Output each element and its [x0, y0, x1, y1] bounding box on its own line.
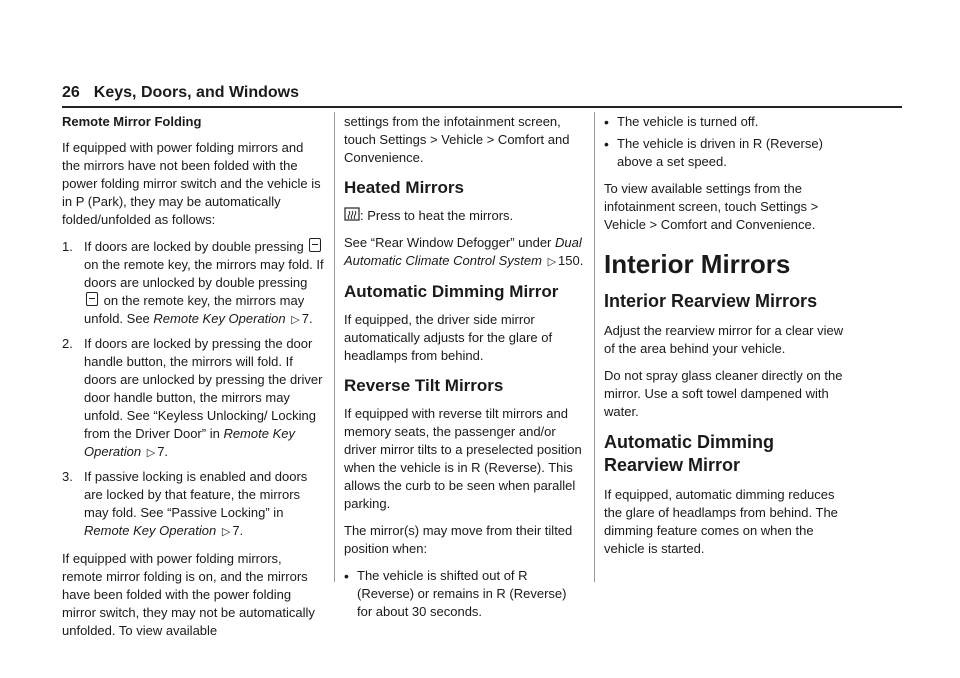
column-divider [334, 112, 335, 582]
bullet-list [604, 113, 844, 171]
paragraph: The mirror(s) may move from their tilted position when: [344, 523, 573, 556]
cross-reference-link[interactable]: Remote Key Operation [84, 523, 217, 538]
paragraph: If equipped, the driver side mirror automatically adjusts for the glare of headlamps from behind. [344, 312, 553, 363]
page-reference-arrow-icon: ▷ [146, 447, 156, 459]
paragraph: If equipped with power folding mirrors, remote mirror folding is on, and the mirrors have been folded with the power folding mirror switch, they may not be automatically unfolded. To view available [62, 551, 315, 638]
list-text: If passive locking is enabled and doors are locked by that feature, the mirrors may fold. See “Passive Locking” in [84, 469, 308, 520]
page-reference-arrow-icon: ▷ [291, 314, 300, 326]
list-text: If doors are locked by pressing the door handle button, the mirrors will fold. If doors are unlocked by pressing the driver door handle button, the mirrors may unfold. See “Keyless Unlocking/ Locking from the Driver Door” in [84, 336, 323, 441]
list-item [62, 335, 324, 462]
chapter-title: Keys, Doors, and Windows [93, 84, 300, 101]
column-2 [344, 113, 584, 630]
cross-reference-link[interactable]: Remote Key Operation [84, 426, 295, 459]
paragraph: If equipped with reverse tilt mirrors and memory seats, the passenger and/or driver mirror tilts to a preselected position when the vehicle is in R (Reverse). This allows the curb to be seen when parallel parking. [344, 406, 582, 511]
list-item [62, 238, 324, 329]
paragraph [344, 234, 584, 271]
list-text: on the remote key, the mirrors may unfold. See [84, 293, 305, 326]
list-item [62, 468, 324, 541]
section-heading-interior-rearview-mirrors: Interior Rearview Mirrors [604, 291, 818, 311]
bullet-list [344, 567, 584, 621]
paragraph: settings from the infotainment screen, touch Settings > Vehicle > Comfort and Convenience. [344, 114, 570, 165]
list-item: • The vehicle is turned off. [604, 113, 844, 131]
paragraph: If equipped with power folding mirrors and the mirrors have not been folded with the power folding mirror switch and the vehicle is in P (Park), they may be automatically folded/unfolded as follows: [62, 140, 321, 227]
list-number: 2. [62, 336, 73, 351]
cross-reference-link[interactable]: Dual Automatic Climate Control System [344, 235, 582, 268]
page-reference[interactable]: 7. [232, 523, 244, 538]
list-number: 1. [62, 239, 73, 254]
page-header [62, 80, 902, 108]
paragraph [344, 207, 584, 225]
list-text: If doors are locked by double pressing [84, 239, 304, 254]
unlock-icon [86, 292, 98, 306]
page-reference-arrow-icon: ▷ [547, 256, 557, 268]
section-heading-reverse-tilt-mirrors: Reverse Tilt Mirrors [344, 376, 504, 395]
section-heading-heated-mirrors: Heated Mirrors [344, 178, 464, 197]
column-3 [604, 113, 844, 567]
column-divider [594, 112, 595, 582]
section-heading-interior-mirrors: Interior Mirrors [604, 249, 791, 279]
page-number: 26 [62, 84, 80, 101]
paragraph: Do not spray glass cleaner directly on the mirror. Use a soft towel dampened with water. [604, 368, 843, 419]
cross-reference-link[interactable]: Remote Key Operation [153, 311, 286, 326]
page-reference[interactable]: 150. [558, 253, 584, 268]
list-text: on the remote key, the mirrors may fold. If doors are unlocked by double pressing [84, 257, 324, 290]
list-number: 3. [62, 469, 73, 484]
list-item: • The vehicle is driven in R (Reverse) above a set speed. [604, 135, 844, 171]
lock-icon [309, 238, 321, 252]
numbered-list [62, 238, 324, 541]
heated-mirror-text: : Press to heat the mirrors. [360, 208, 514, 223]
paragraph: Adjust the rearview mirror for a clear view of the area behind your vehicle. [604, 323, 844, 356]
section-heading-automatic-dimming-mirror: Automatic Dimming Mirror [344, 282, 559, 301]
rear-defog-icon [344, 207, 360, 223]
paragraph: If equipped, automatic dimming reduces the glare of headlamps from behind. The dimming feature comes on when the vehicle is started. [604, 487, 838, 556]
paragraph: To view available settings from the infotainment screen, touch Settings > Vehicle > Comfort and Convenience. [604, 181, 819, 232]
section-heading-automatic-dimming-rearview-mirror: Automatic Dimming Rearview Mirror [604, 432, 775, 475]
section-subheading: Remote Mirror Folding [62, 114, 202, 129]
list-item: • The vehicle is shifted out of R (Reverse) or remains in R (Reverse) for about 30 seconds. [344, 567, 584, 621]
page-reference[interactable]: 7. [157, 444, 169, 459]
page-reference[interactable]: 7. [301, 311, 313, 326]
column-1 [62, 113, 324, 649]
reference-text: See “Rear Window Defogger” under [344, 235, 552, 250]
page-reference-arrow-icon: ▷ [221, 526, 231, 538]
